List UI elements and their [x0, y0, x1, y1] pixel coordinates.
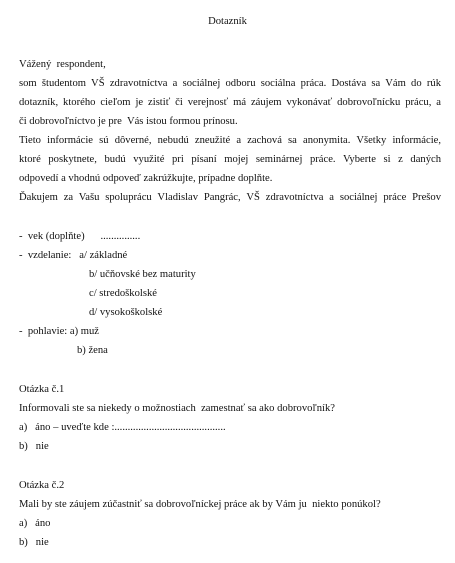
intro-line: Tieto informácie sú dôverné, nebudú zneužité a zachová sa anonymita. Všetky informácie,: [19, 135, 441, 146]
intro-line: či dobrovoľníctvo je pre Vás istou formou prínosu.: [19, 116, 238, 127]
intro-line: ktoré poskytnete, budú využité pri písaní mojej seminárnej práce. Vyberte si z daných: [19, 154, 441, 165]
question-text: Informovali ste sa niekedy o možnostiach zamestnať sa ako dobrovoľník?: [19, 403, 335, 414]
gender-option: b) žena: [77, 345, 108, 356]
intro-line: odpovedí a vhodnú odpoveď zakrúžkujte, prípadne doplňte.: [19, 173, 273, 184]
intro-line: dotazník, ktorého cieľom je zistiť či verejnosť má záujem vykonávať dobrovoľnícku prácu, a: [19, 97, 441, 108]
question-heading: Otázka č.1: [19, 384, 65, 395]
document-title: Dotazník: [208, 16, 247, 27]
answer-option: b) nie: [19, 537, 49, 548]
intro-line: som študentom VŠ zdravotníctva a sociálnej odboru sociálna práca. Dostáva sa Vám do rúk: [19, 78, 441, 89]
answer-option: b) nie: [19, 441, 49, 452]
intro-signature-line: Ďakujem za Vašu spoluprácu Vladislav Pangrác, VŠ zdravotníctva a sociálnej práce Prešov: [19, 192, 441, 203]
question-text: Mali by ste záujem zúčastniť sa dobrovoľníckej práce ak by Vám ju niekto ponúkol?: [19, 499, 381, 510]
gender-label: - pohlavie: a) muž: [19, 326, 100, 337]
question-heading: Otázka č.2: [19, 480, 65, 491]
education-option: c/ stredoškolské: [89, 288, 157, 299]
age-field: - vek (doplňte) ...............: [19, 231, 141, 242]
answer-option: a) áno – uveďte kde :..........................................: [19, 422, 226, 433]
education-option: b/ učňovské bez maturity: [89, 269, 196, 280]
education-option: d/ vysokoškolské: [89, 307, 163, 318]
education-label: - vzdelanie: a/ základné: [19, 250, 128, 261]
answer-option: a) áno: [19, 518, 51, 529]
greeting: Vážený respondent,: [19, 59, 106, 70]
